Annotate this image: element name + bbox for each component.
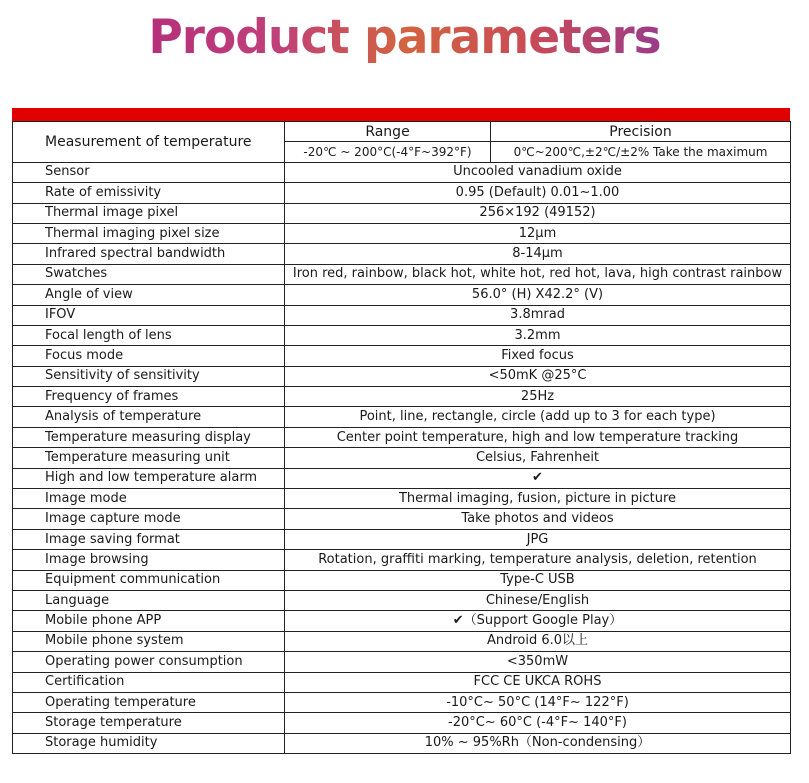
row-value: Celsius, Fahrenheit	[285, 448, 791, 468]
table-row	[13, 672, 791, 692]
row-label: Swatches	[13, 264, 285, 284]
row-value: Fixed focus	[285, 346, 791, 366]
row-value: 10% ~ 95%Rh（Non-condensing）	[285, 733, 791, 753]
table-row	[13, 590, 791, 610]
row-value: Thermal imaging, fusion, picture in picture	[285, 489, 791, 509]
range-value: -20℃ ~ 200°C(-4°F~392°F)	[285, 142, 491, 162]
precision-value: 0℃~200℃,±2℃/±2% Take the maximum	[491, 142, 791, 162]
table-row	[13, 407, 791, 427]
table-row	[13, 162, 791, 182]
row-label: Angle of view	[13, 285, 285, 305]
table-row	[13, 203, 791, 223]
row-label: Temperature measuring display	[13, 427, 285, 447]
table-row	[13, 244, 791, 264]
row-value: ✔	[285, 468, 791, 488]
row-value: ✔（Support Google Play）	[285, 611, 791, 631]
page-title: Product parameters	[148, 10, 661, 65]
row-label: Storage temperature	[13, 713, 285, 733]
measurement-temperature-label: Measurement of temperature	[13, 122, 285, 163]
row-label: Thermal imaging pixel size	[13, 223, 285, 243]
table-row	[13, 550, 791, 570]
row-label: Mobile phone APP	[13, 611, 285, 631]
row-value: 0.95 (Default) 0.01~1.00	[285, 183, 791, 203]
row-value: 8-14μm	[285, 244, 791, 264]
row-label: Frequency of frames	[13, 387, 285, 407]
row-value: Uncooled vanadium oxide	[285, 162, 791, 182]
table-row	[13, 509, 791, 529]
table-row	[13, 427, 791, 447]
table-row	[13, 733, 791, 753]
row-value: Center point temperature, high and low temperature tracking	[285, 427, 791, 447]
row-label: Focus mode	[13, 346, 285, 366]
row-value: Take photos and videos	[285, 509, 791, 529]
table-row	[13, 631, 791, 651]
row-label: Image saving format	[13, 529, 285, 549]
table-row	[13, 264, 791, 284]
row-label: Storage humidity	[13, 733, 285, 753]
row-value: <350mW	[285, 652, 791, 672]
table-row	[13, 305, 791, 325]
row-value: Type-C USB	[285, 570, 791, 590]
row-label: High and low temperature alarm	[13, 468, 285, 488]
row-value: Android 6.0以上	[285, 631, 791, 651]
row-label: Language	[13, 590, 285, 610]
table-row	[13, 387, 791, 407]
row-value: FCC CE UKCA ROHS	[285, 672, 791, 692]
row-value: 56.0° (H) X42.2° (V)	[285, 285, 791, 305]
table-row	[13, 468, 791, 488]
table-row	[13, 713, 791, 733]
row-label: Analysis of temperature	[13, 407, 285, 427]
row-label: Temperature measuring unit	[13, 448, 285, 468]
row-label: Operating power consumption	[13, 652, 285, 672]
parameters-table	[12, 121, 791, 754]
row-label: Thermal image pixel	[13, 203, 285, 223]
row-label: Operating temperature	[13, 692, 285, 712]
row-label: Image capture mode	[13, 509, 285, 529]
row-value: 25Hz	[285, 387, 791, 407]
row-value: 3.2mm	[285, 325, 791, 345]
table-header-row	[13, 122, 791, 142]
row-label: Focal length of lens	[13, 325, 285, 345]
row-value: Iron red, rainbow, black hot, white hot, red hot, lava, high contrast rainbow	[285, 264, 791, 284]
row-value: -20°C~ 60°C (-4°F~ 140°F)	[285, 713, 791, 733]
row-label: Equipment communication	[13, 570, 285, 590]
row-value: 256×192 (49152)	[285, 203, 791, 223]
range-header: Range	[285, 122, 491, 142]
row-label: Sensor	[13, 162, 285, 182]
table-row	[13, 448, 791, 468]
row-value: <50mK @25°C	[285, 366, 791, 386]
row-value: -10°C~ 50°C (14°F~ 122°F)	[285, 692, 791, 712]
precision-header: Precision	[491, 122, 791, 142]
table-row	[13, 346, 791, 366]
table-row	[13, 366, 791, 386]
table-row	[13, 652, 791, 672]
row-label: IFOV	[13, 305, 285, 325]
row-value: 3.8mrad	[285, 305, 791, 325]
row-label: Image mode	[13, 489, 285, 509]
table-row	[13, 611, 791, 631]
table-row	[13, 325, 791, 345]
table-row	[13, 692, 791, 712]
row-label: Certification	[13, 672, 285, 692]
table-row	[13, 183, 791, 203]
row-label: Sensitivity of sensitivity	[13, 366, 285, 386]
red-divider-bar	[12, 108, 790, 121]
row-value: Point, line, rectangle, circle (add up to 3 for each type)	[285, 407, 791, 427]
table-row	[13, 570, 791, 590]
table-row	[13, 529, 791, 549]
row-value: JPG	[285, 529, 791, 549]
table-row	[13, 285, 791, 305]
row-label: Infrared spectral bandwidth	[13, 244, 285, 264]
row-label: Mobile phone system	[13, 631, 285, 651]
table-row	[13, 223, 791, 243]
row-label: Rate of emissivity	[13, 183, 285, 203]
table-row	[13, 489, 791, 509]
row-value: Rotation, graffiti marking, temperature analysis, deletion, retention	[285, 550, 791, 570]
row-value: 12μm	[285, 223, 791, 243]
row-label: Image browsing	[13, 550, 285, 570]
row-value: Chinese/English	[285, 590, 791, 610]
